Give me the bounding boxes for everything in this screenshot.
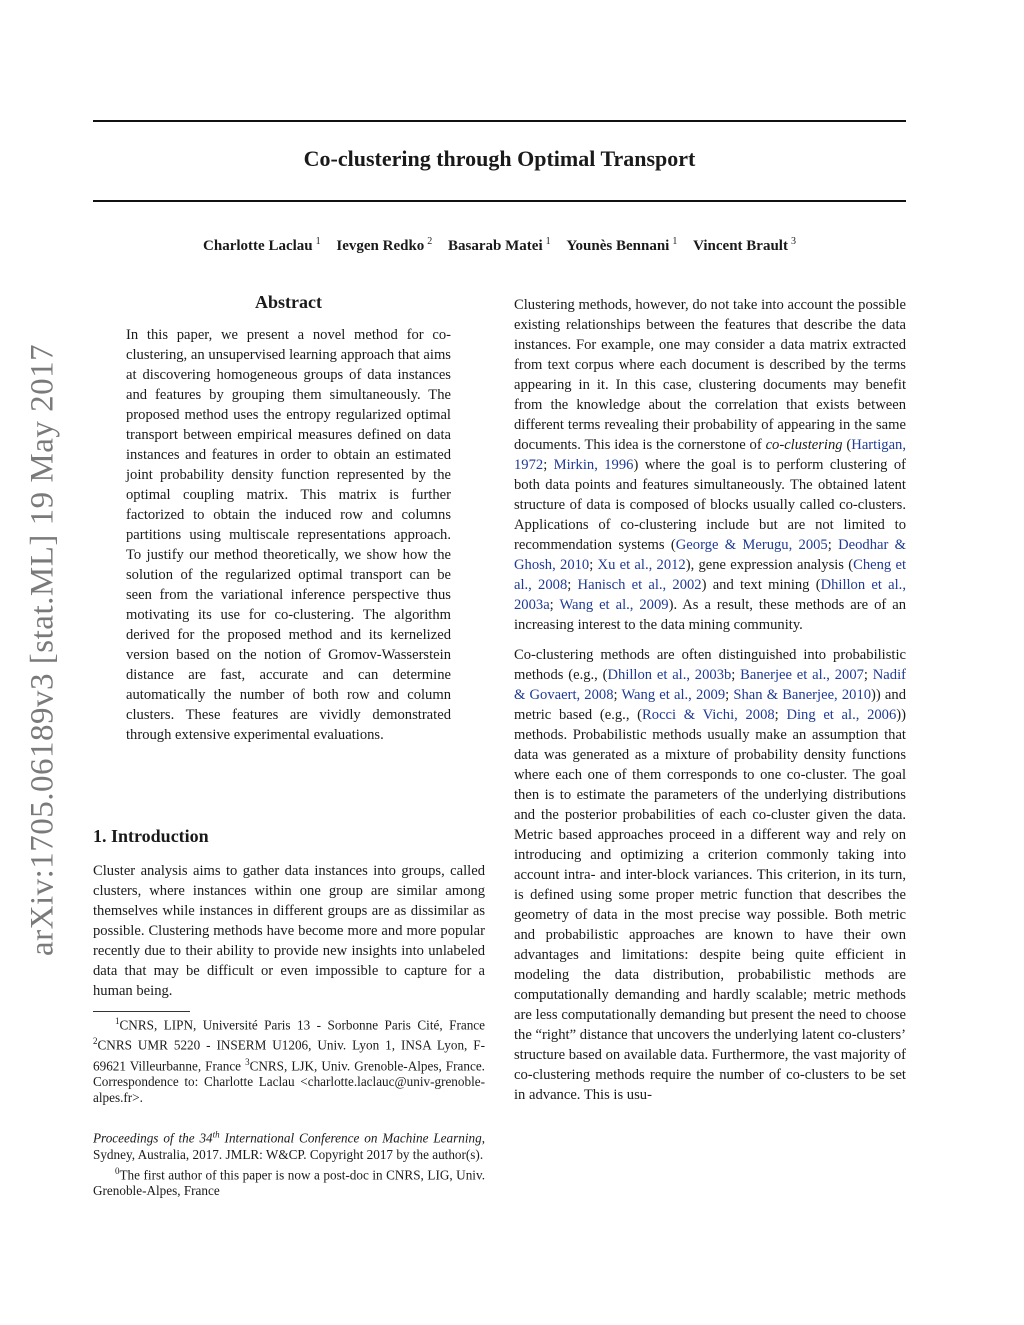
body-text: Co-clustering methods are often distinguished into probabilistic methods (e.g., ( (514, 647, 906, 683)
author-name: Ievgen Redko (336, 238, 425, 254)
citation-link[interactable]: Wang et al., 2009 (621, 687, 726, 703)
body-text: ; (731, 667, 741, 683)
author-name: Basarab Matei (448, 238, 543, 254)
footnote-divider (93, 1011, 190, 1012)
introduction-paragraph: Cluster analysis aims to gather data instances into groups, called clusters, where instances within one group are similar among themselves while instances in different groups are as dissimilar as possible. Clustering methods have become more and more popular recently due to their ability to provide new insights into unlabeled data that may be difficult or even impossible to capture for a human being. (93, 863, 485, 999)
body-text: ; (589, 557, 598, 573)
author (336, 238, 432, 254)
body-text: ( (842, 437, 852, 453)
citation-link[interactable]: Mirkin, 1996 (553, 457, 634, 473)
author-name: Vincent Brault (693, 238, 788, 254)
postdoc-footnote: $^0$The first author of this paper is now a post-doc in CNRS, LIG, Univ. Grenoble-Alpes, France (93, 1165, 485, 1198)
author-affiliation-mark: 1 (315, 236, 321, 247)
proceedings-footnote: Proceedings of the 34th International Conference on Machine Learning, Sydney, Australia, 2017. JMLR: W&CP. Copyright 2017 by the author(s). (93, 1129, 485, 1162)
citation-link[interactable]: Nadif & Govaert, 2008 (514, 667, 906, 703)
body-text: ), gene expression analysis ( (685, 557, 854, 573)
citation-link[interactable]: George & Merugu, 2005 (675, 537, 828, 553)
paper-title: Co-clustering through Optimal Transport (303, 146, 696, 171)
citation-link[interactable]: Rocci & Vichi, 2008 (642, 707, 775, 723)
citation-link[interactable]: Banerjee et al., 2007 (740, 667, 864, 683)
body-text: ) and text mining ( (701, 577, 821, 593)
body-text: ; (567, 577, 578, 593)
body-text: ; (543, 457, 554, 473)
body-text: ). As a result, these methods are of an increasing interest to the data mining community. (514, 597, 906, 633)
right-column (514, 295, 906, 1115)
author-affiliation-mark: 2 (427, 236, 433, 247)
author (566, 238, 677, 254)
author (448, 238, 551, 254)
author-name: Charlotte Laclau (203, 238, 313, 254)
body-text: )) methods. Probabilistic methods usually make an assumption that data was generated as a mixture of probability density functions where each one of them corresponds to one co-cluster. The goal then is to estimate the parameters of the underlying distributions and the posterior probabilities of each co-cluster given the data. Metric based approaches proceed in a different way and rely on introducing and optimizing a criterion commonly taking into account intra- and inter-block variances. This criterion, in its turn, is defined using some proper metric function that describes the geometry of data in the most precise way possible. Both metric and probabilistic approaches are known to have their own advantages and limitations: despite being quite efficient in modeling the data distribution, probabilistic methods are computationally demanding and hardly scalable; metric methods are less computationally demanding but present the need to choose the “right” distance that uncovers the underlying latent co-clusters’ structure based on available data. Furthermore, the vast majority of co-clustering methods require the number of co-clusters to be set in advance. This is usu- (514, 707, 907, 1103)
author-list (93, 236, 906, 255)
body-text: ; (725, 687, 734, 703)
body-text: ; (827, 537, 839, 553)
abstract-heading: Abstract (255, 292, 322, 312)
citation-link[interactable]: Dhillon et al., 2003b (607, 667, 732, 683)
citation-link[interactable]: Ding et al., 2006 (786, 707, 897, 723)
citation-link[interactable]: Deodhar & Ghosh, 2010 (514, 537, 906, 573)
author (693, 238, 796, 254)
body-text: ; (863, 667, 873, 683)
citation-link[interactable]: Hanisch et al., 2002 (577, 577, 702, 593)
emphasized-term: co-clustering (765, 437, 843, 453)
abstract-text: In this paper, we present a novel method for co-clustering, an unsupervised learning approach that aims at discovering homogeneous groups of data instances and features by grouping them simultaneously. The proposed method uses the entropy regularized optimal transport between empirical measures defined on data instances and features in order to obtain an estimated joint probability density function represented by the optimal coupling matrix. This matrix is further factorized to obtain the induced row and columns partitions using multiscale representations approach. To justify our method theoretically, we show how the solution of the regularized optimal transport can be seen from the variational inference perspective thus motivating its use for co-clustering. The algorithm derived for the proposed method and its kernelized version based on the notion of Gromov-Wasserstein distance are fast, accurate and can determine automatically the number of both row and column clusters. These features are vividly demonstrated through extensive experimental evaluations. (126, 327, 451, 743)
citation-link[interactable]: Xu et al., 2012 (597, 557, 686, 573)
body-text: ; (613, 687, 622, 703)
author-affiliation-mark: 1 (672, 236, 678, 247)
title-rule-top (93, 120, 906, 122)
citation-link[interactable]: Hartigan, 1972 (514, 437, 906, 473)
author-affiliation-mark: 3 (790, 236, 796, 247)
body-text: Clustering methods, however, do not take into account the possible existing relationships between the features that describe the data instances. For example, one may consider a data matrix extracted from text corpus where each document is described by the terms appearing in it. In this case, clustering documents may benefit from the knowledge about the correlation that exists between different terms revealing their probability of appearing in the same documents. This idea is the cornerstone of (514, 297, 906, 453)
body-text: )) and metric based (e.g., ( (514, 687, 906, 723)
title-rule-bottom (93, 200, 906, 202)
author (203, 238, 321, 254)
affiliation-footnote: $^1$CNRS, LIPN, Université Paris 13 - Sorbonne Paris Cité, France $^2$CNRS UMR 5220 - INSERM U1206, Univ. Lyon 1, INSA Lyon, F-69621 Villeurbanne, France $^3$CNRS, LJK, Univ. Grenoble-Alpes, France. Correspondence to: Charlotte Laclau <charlotte.laclauc@univ-grenoble-alpes.fr>. (93, 1016, 485, 1106)
citation-link[interactable]: Dhillon et al., 2003a (514, 577, 906, 613)
body-text: ; (549, 597, 560, 613)
body-text: ) where the goal is to perform clustering of both data points and features simultaneously. The obtained latent structure of data is composed of blocks usually called co-clusters. Applications of co-clustering include but are not limited to recommendation systems ( (514, 457, 906, 553)
arxiv-identifier[interactable]: arXiv:1705.06189v3 [stat.ML] 19 May 2017 (24, 343, 61, 957)
paragraph-cocluster-motivation (514, 295, 906, 635)
author-affiliation-mark: 1 (545, 236, 551, 247)
citation-link[interactable]: Cheng et al., 2008 (514, 557, 907, 593)
footnotes (93, 1013, 485, 1199)
author-name: Younès Bennani (566, 238, 670, 254)
paragraph-cocluster-methods (514, 645, 906, 1105)
section-heading-introduction: 1. Introduction (93, 826, 209, 846)
body-text: ; (774, 707, 787, 723)
citation-link[interactable]: Shan & Banerjee, 2010 (733, 687, 872, 703)
citation-link[interactable]: Wang et al., 2009 (559, 597, 669, 613)
